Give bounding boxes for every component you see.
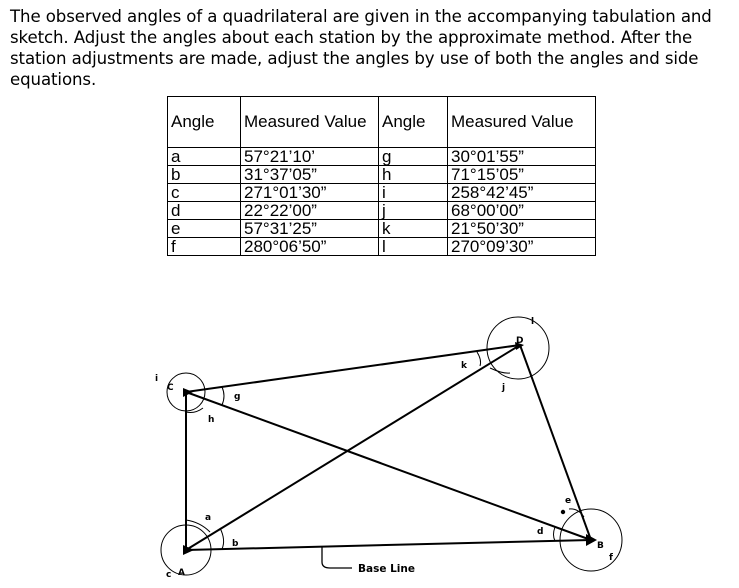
angle-label-h: h — [208, 415, 215, 425]
angle-value: 31°37’05” — [241, 166, 379, 184]
angle-value: 280°06’50” — [241, 238, 379, 256]
base-line-leader — [322, 546, 352, 568]
table-row — [168, 166, 596, 184]
angle-name: d — [168, 202, 241, 220]
angle-value: 71°15’05” — [448, 166, 596, 184]
table-row — [168, 184, 596, 202]
angle-value: 57°31’25” — [241, 220, 379, 238]
diagonal-ad — [186, 345, 520, 550]
angle-name: c — [168, 184, 241, 202]
angle-value: 271°01’30” — [241, 184, 379, 202]
table-row — [168, 238, 596, 256]
angle-arc-j — [490, 368, 510, 373]
angle-name: j — [379, 202, 448, 220]
header-measured-value: Measured Value — [448, 97, 596, 148]
station-label-b: B — [597, 541, 604, 551]
angle-arc-g — [222, 387, 224, 405]
quadrilateral-sketch — [0, 300, 739, 588]
angle-label-d: d — [537, 527, 544, 537]
angle-name: g — [379, 148, 448, 166]
angle-label-l: l — [531, 317, 535, 327]
angle-name: i — [379, 184, 448, 202]
header-measured-value: Measured Value — [241, 97, 379, 148]
table-header-row — [168, 97, 596, 148]
angle-value: 270°09’30” — [448, 238, 596, 256]
angle-name: a — [168, 148, 241, 166]
table-row — [168, 202, 596, 220]
angle-label-g: g — [234, 392, 241, 402]
angle-name: l — [379, 238, 448, 256]
marker-dot — [561, 510, 565, 514]
problem-statement: The observed angles of a quadrilateral are given in the accompanying tabulation and sketch. Adjust the angles about each station by the approximate method. After the station adjustments are made, adjust the angles by use of both the angles and side equations. — [10, 7, 712, 89]
angle-name: f — [168, 238, 241, 256]
angle-label-a: a — [205, 513, 212, 523]
station-marker-b — [586, 534, 597, 546]
diagonal-cb — [186, 392, 591, 540]
side-cd — [186, 345, 520, 392]
station-label-c: C — [167, 383, 174, 393]
angle-value: 57°21’10’ — [241, 148, 379, 166]
measured-angles-table — [167, 96, 596, 256]
angle-value: 21°50’30” — [448, 220, 596, 238]
angle-value: 258°42’45” — [448, 184, 596, 202]
angle-value: 30°01’55” — [448, 148, 596, 166]
angle-name: k — [379, 220, 448, 238]
table-row — [168, 220, 596, 238]
base-line-label: Base Line — [358, 563, 416, 575]
station-marker-c — [183, 388, 193, 397]
angle-label-e: e — [565, 496, 572, 506]
angle-label-f: f — [609, 553, 613, 563]
angle-value: 68°00’00” — [448, 202, 596, 220]
angle-label-i: i — [155, 374, 159, 384]
station-label-d: D — [516, 336, 524, 346]
angle-label-c: c — [166, 570, 172, 580]
angle-name: b — [168, 166, 241, 184]
side-ab-base-line — [186, 540, 591, 550]
angle-value: 22°22’00” — [241, 202, 379, 220]
angle-label-k: k — [461, 361, 467, 371]
angle-arc-k — [477, 352, 481, 366]
station-label-a: A — [178, 568, 185, 578]
angle-name: e — [168, 220, 241, 238]
header-angle: Angle — [379, 97, 448, 148]
table-row — [168, 148, 596, 166]
angle-label-b: b — [232, 539, 239, 549]
angle-label-j: j — [502, 383, 506, 393]
angle-arc-d — [554, 527, 556, 541]
angle-name: h — [379, 166, 448, 184]
header-angle: Angle — [168, 97, 241, 148]
angle-arc-b — [220, 528, 224, 549]
